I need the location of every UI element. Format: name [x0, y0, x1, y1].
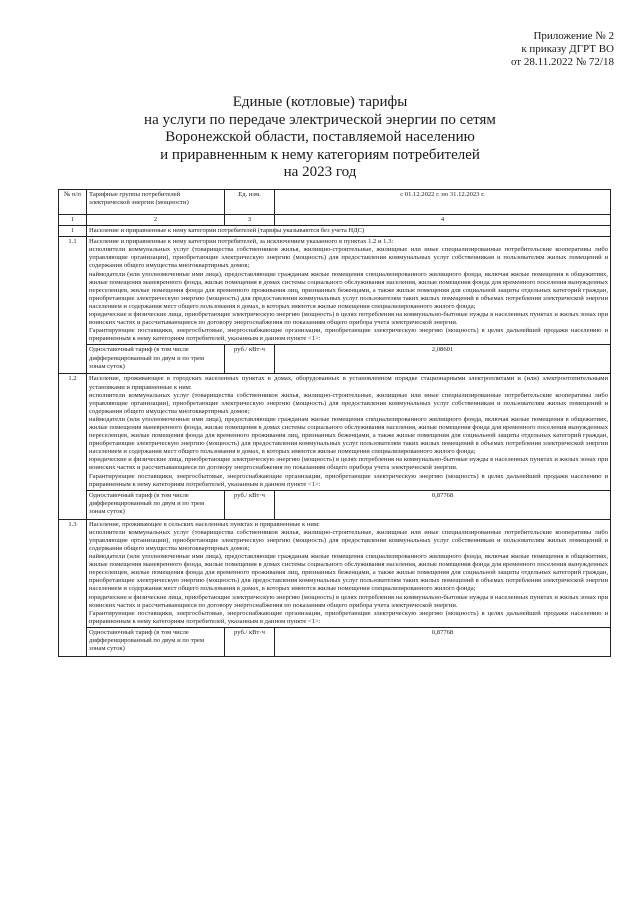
- column-numbers-row: [59, 215, 611, 226]
- description-paragraph: Население и приравненные к нему категории потребителей, за исключением указанного в пунктах 1.2 и 1.3:: [89, 238, 394, 246]
- table-row: [59, 374, 611, 490]
- appendix-date: от 28.11.2022 № 72/18: [510, 56, 614, 68]
- description-paragraph: исполнители коммунальных услуг (товарищества собственников жилья, жилищно-строительные, жилищные или иные специализированные потребительские кооперативы либо управляющие организации), приобретающие электрическую энергию (мощность) для предоставления коммунальных услуг собственникам и пользователям жилых помещений и содержания общего имущества многоквартирных домов;: [89, 246, 608, 270]
- column-number: 3: [225, 215, 275, 226]
- row-number: 1.1: [59, 237, 87, 374]
- description-paragraph: Гарантирующие поставщики, энергосбытовые, энергоснабжающие организации, приобретающие электрическую энергию (мощность) в целях дальнейшей продажи населению и приравненным к нему категориям потребителей, указанным в данном пункте <1>:: [89, 472, 608, 488]
- title-line-5: на 2023 год: [283, 164, 357, 180]
- section-row: [59, 226, 611, 237]
- title-line-4: и приравненным к нему категориям потребителей: [160, 146, 480, 163]
- rate-label: Одноставочный тариф (в том числе дифференцированный по двум и по трем зонам суток): [87, 490, 225, 519]
- header-period: с 01.12.2022 г. по 31.12.2023 г.: [275, 190, 611, 215]
- appendix-order: к приказу ДГРТ ВО: [521, 43, 614, 55]
- header-unit: Ед. изм.: [225, 190, 275, 215]
- description-paragraph: наймодатели (или уполномоченные ими лица), предоставляющие гражданам жилые помещения специализированного жилищного фонда, включая жилые помещения в общежитиях, жилые помещения маневренного фонда, жилые помещения в домах системы социального обслуживания населения, жилые помещения фонда для временного поселения вынужденных переселенцев, жилые помещения фонда для временного проживания лиц, признанных беженцами, а также жилые помещения для социальной защиты отдельных категорий граждан, приобретающие электрическую энергию (мощность) для предоставления коммунальных услуг пользователям таких жилых помещений в объемах потребления электрической энергии населением и содержания мест общего пользования в домах, в которых имеются жилые помещения специализированного жилого фонда;: [89, 553, 608, 593]
- description-paragraph: наймодатели (или уполномоченные ими лица), предоставляющие гражданам жилые помещения специализированного жилищного фонда, включая жилые помещения в общежитиях, жилые помещения маневренного фонда, жилые помещения в домах системы социального обслуживания населения, жилые помещения фонда для временного поселения вынужденных переселенцев, жилые помещения фонда для временного проживания лиц, признанных беженцами, а также жилые помещения для социальной защиты отдельных категорий граждан, приобретающие электрическую энергию (мощность) для предоставления коммунальных услуг пользователям таких жилых помещений в объемах потребления электрической энергии населением и содержания мест общего пользования в домах, в которых имеются жилые помещения специализированного жилого фонда;: [89, 415, 608, 456]
- rate-value: 0,87768: [275, 627, 611, 656]
- table-header-row: [59, 190, 611, 215]
- rate-unit: руб./ кВт·ч: [225, 345, 275, 374]
- header-tariff-group: Тарифные группы потребителей электрической энергии (мощности): [87, 190, 225, 215]
- row-number: 1.2: [59, 374, 87, 519]
- document-title: [0, 94, 640, 182]
- description-paragraph: Гарантирующие поставщики, энергосбытовые, энергоснабжающие организации, приобретающие электрическую энергию (мощность) в целях дальнейшей продажи населению и приравненным к нему категориям потребителей, указанным в данном пункте <1>:: [89, 327, 608, 343]
- column-number: 1: [59, 215, 87, 226]
- rate-value: 0,87768: [275, 490, 611, 519]
- rate-value: 2,08601: [275, 345, 611, 374]
- tariff-rate-row: [59, 627, 611, 656]
- rate-label: Одноставочный тариф (в том числе дифференцированный по двум и по трем зонам суток): [87, 345, 225, 374]
- table-row: [59, 519, 611, 627]
- description-paragraph: исполнители коммунальных услуг (товарищества собственников жилья, жилищно-строительные, жилищные или иные специализированные потребительские кооперативы либо управляющие организации), приобретающие электрическую энергию (мощность) для предоставления коммунальных услуг собственникам и пользователям жилых помещений и содержания общего имущества многоквартирных домов;: [89, 528, 608, 552]
- description-paragraph: исполнители коммунальных услуг (товарищества собственников жилья, жилищно-строительные, жилищные или иные специализированные потребительские кооперативы либо управляющие организации), приобретающие электрическую энергию (мощность) для предоставления коммунальных услуг собственникам и пользователям жилых помещений и содержания общего имущества многоквартирных домов;: [89, 391, 608, 415]
- description-paragraph: наймодатели (или уполномоченные ими лица), предоставляющие гражданам жилые помещения специализированного жилищного фонда, включая жилые помещения в общежитиях, жилые помещения маневренного фонда, жилые помещения в домах системы социального обслуживания населения, жилые помещения фонда для временного поселения вынужденных переселенцев, жилые помещения фонда для временного проживания лиц, признанных беженцами, а также жилые помещения для социальной защиты отдельных категорий граждан, приобретающие электрическую энергию (мощность) для предоставления коммунальных услуг пользователям таких жилых помещений в объемах потребления электрической энергии населением и содержания мест общего пользования в домах, в которых имеются жилые помещения специализированного жилого фонда;: [89, 270, 608, 310]
- appendix-reference: [511, 30, 614, 69]
- rate-unit: руб./ кВт·ч: [225, 490, 275, 519]
- table-row: [59, 237, 611, 345]
- title-line-3: Воронежской области, поставляемой населению: [165, 129, 475, 145]
- row-description: [87, 374, 611, 490]
- row-description: [87, 519, 611, 627]
- row-number: 1.3: [59, 519, 87, 656]
- title-line-1: Единые (котловые) тарифы: [232, 94, 408, 110]
- tariff-table: [58, 189, 611, 657]
- header-number: № п/п: [59, 190, 87, 215]
- column-number: 2: [87, 215, 225, 226]
- appendix-number: Приложение № 2: [533, 30, 614, 42]
- rate-unit: руб./ кВт·ч: [225, 627, 275, 656]
- title-line-2: на услуги по передаче электрической энергии по сетям: [144, 111, 496, 128]
- section-number: 1: [59, 226, 87, 237]
- row-description: [87, 237, 611, 345]
- description-paragraph: Население, проживающее в городских населенных пунктах в домах, оборудованных в установленном порядке стационарными электроплитами и (или) электроотопительными установками и приравненные к ним:: [89, 375, 608, 391]
- description-paragraph: Гарантирующие поставщики, энергосбытовые, энергоснабжающие организации, приобретающие электрическую энергию (мощность) в целях дальнейшей продажи населению и приравненным к нему категориям потребителей, указанным в данном пункте <1>:: [89, 609, 608, 625]
- column-number: 4: [275, 215, 611, 226]
- description-paragraph: юридические и физические лица, приобретающие электрическую энергию (мощность) в целях потребления на коммунально-бытовые нужды в населенных пунктах и жилых зонах при воинских частях и рассчитывающиеся по договору энергоснабжения по показаниям общего прибора учета электрической энергии.: [89, 456, 608, 472]
- rate-label: Одноставочный тариф (в том числе дифференцированный по двум и по трем зонам суток): [87, 627, 225, 656]
- tariff-rate-row: [59, 490, 611, 519]
- description-paragraph: юридические и физические лица, приобретающие электрическую энергию (мощность) в целях потребления на коммунально-бытовые нужды в населенных пунктах и жилых зонах при воинских частях и рассчитывающиеся по договору энергоснабжения по показаниям общего прибора учета электрической энергии.: [89, 311, 608, 327]
- section-title: Население и приравненные к нему категории потребителей (тарифы указываются без учета НДС): [87, 226, 611, 237]
- tariff-rate-row: [59, 345, 611, 374]
- description-paragraph: Население, проживающее в сельских населенных пунктах и приравненные к ним:: [89, 520, 320, 528]
- description-paragraph: юридические и физические лица, приобретающие электрическую энергию (мощность) в целях потребления на коммунально-бытовые нужды в населенных пунктах и жилых зонах при воинских частях и рассчитывающиеся по договору энергоснабжения по показаниям общего прибора учета электрической энергии.: [89, 593, 608, 609]
